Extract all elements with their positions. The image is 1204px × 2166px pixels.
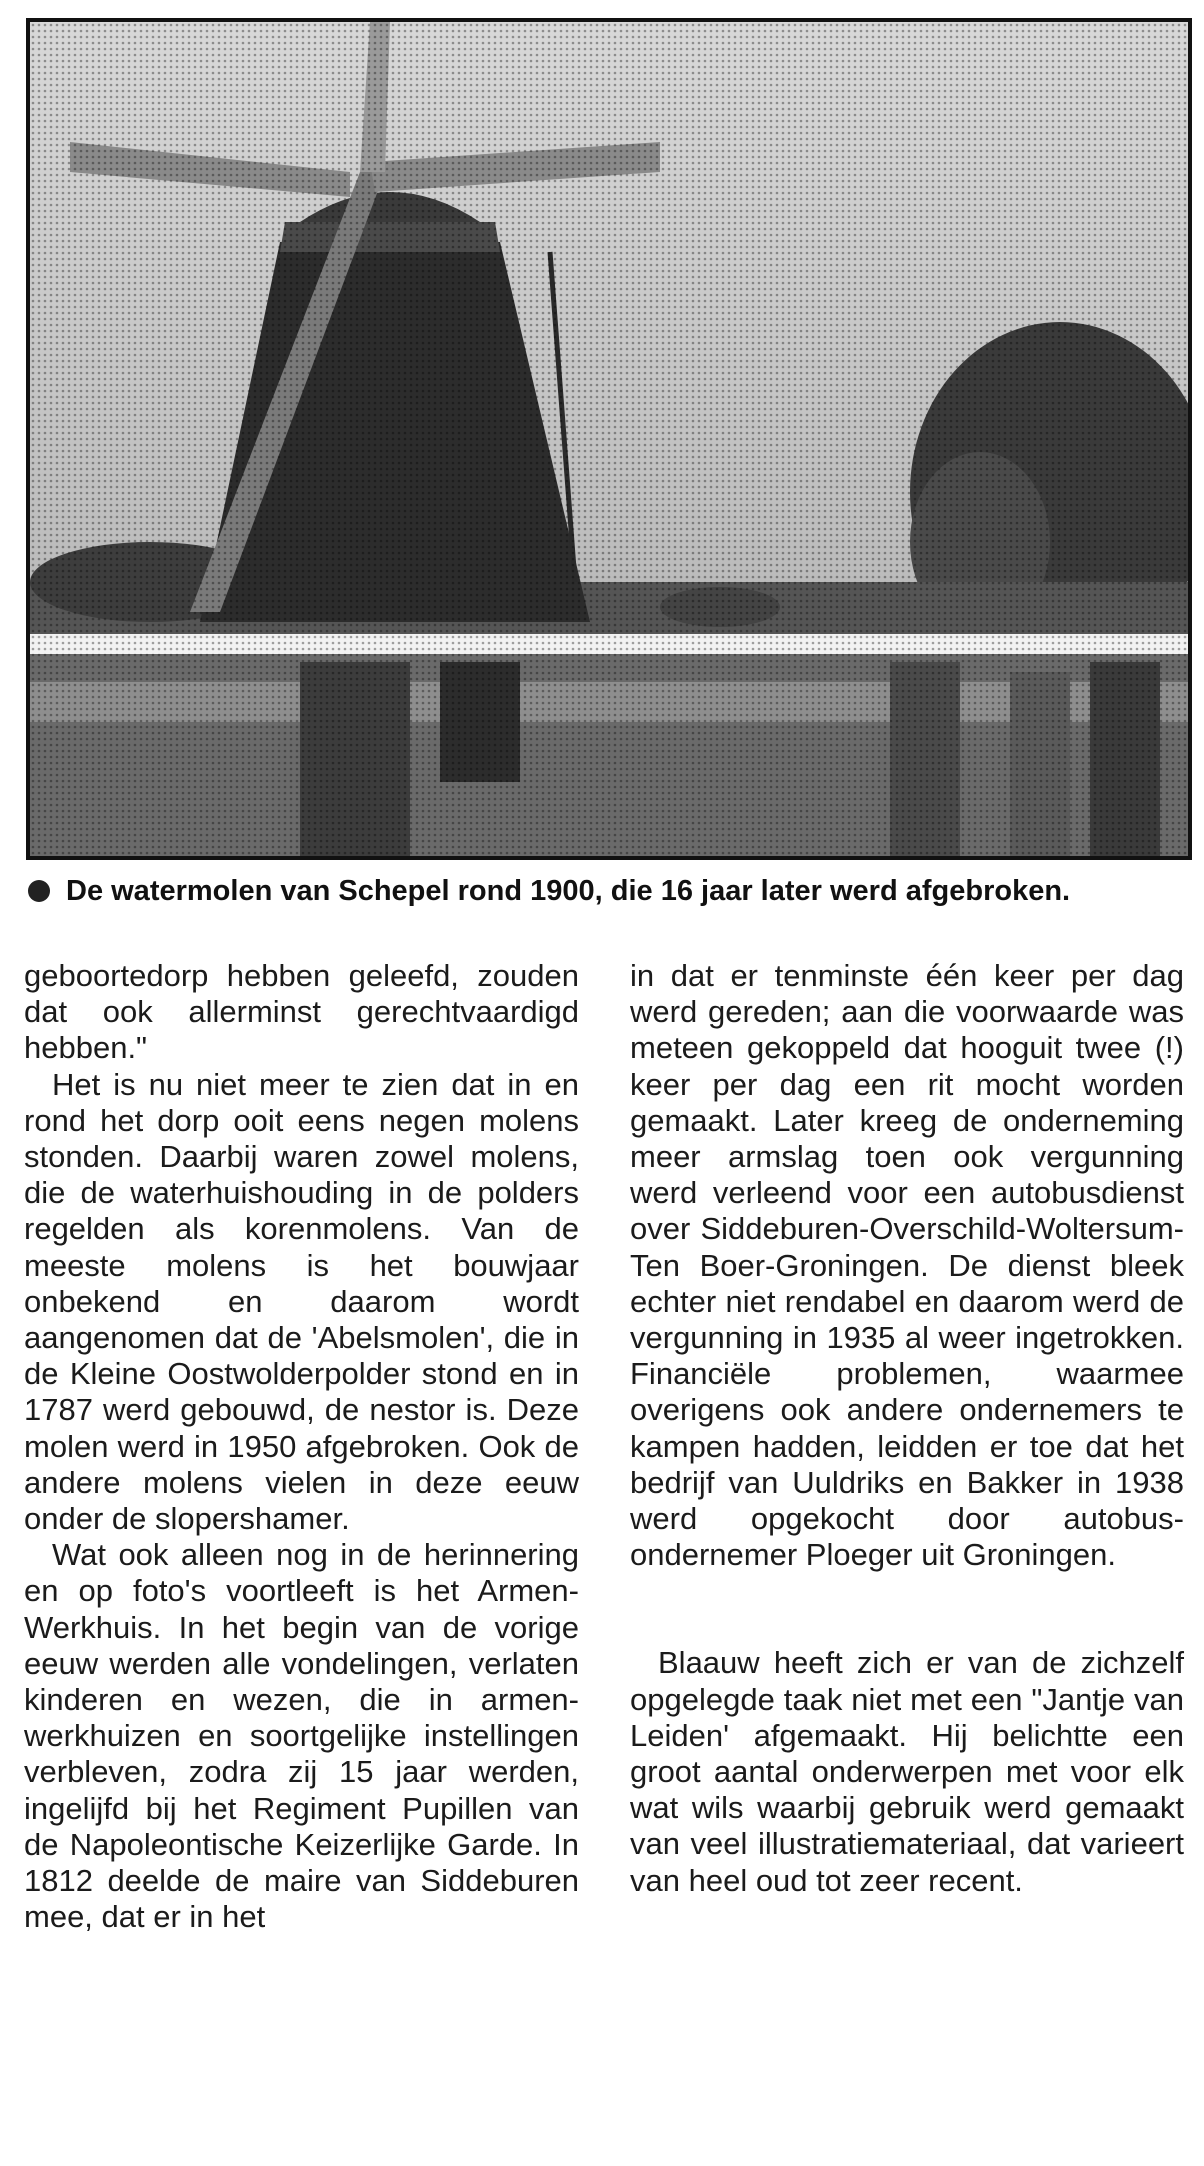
article-left-column xyxy=(24,958,579,1935)
caption-text: De watermolen van Schepel rond 1900, die 16 jaar later werd afgebroken. xyxy=(66,875,1071,907)
article-right-column xyxy=(630,958,1184,1899)
caption-bullet-icon xyxy=(28,880,50,902)
article-paragraph: geboortedorp hebben geleefd, zouden dat ook allerminst gerechtvaardigd hebben." xyxy=(24,958,579,1066)
article-paragraph: Wat ook alleen nog in de herinnering en op foto's voortleeft is het Armen-Werkhuis. In het begin van de vorige eeuw werden alle vondelingen, verlaten kinderen en wezen, die in armen-werkhuizen en soortgelijke instellingen verbleven, zodra zij 15 jaar werden, ingelijfd bij het Regiment Pupillen van de Napoleontische Keizerlijke Garde. In 1812 deelde de maire van Siddeburen mee, dat er in het xyxy=(24,1537,579,1935)
photo-watermill xyxy=(26,18,1192,860)
watermill-photo-image xyxy=(30,22,1188,856)
article-paragraph: in dat er tenminste één keer per dag werd gereden; aan die voorwaarde was meteen gekoppeld dat hooguit twee (!) keer per dag een rit mocht worden gemaakt. Later kreeg de onderneming meer armslag toen ook vergunning werd verleend voor een autobusdienst over Siddeburen-Overschild-Woltersum-Ten Boer-Groningen. De dienst bleek echter niet rendabel en daarom werd de vergunning in 1935 al weer ingetrokken. Financiële problemen, waarmee overigens ook andere ondernemers te kampen hadden, leidden er toe dat het bedrijf van Uuldriks en Bakker in 1938 werd opgekocht door autobus-ondernemer Ploeger uit Groningen. xyxy=(630,958,1184,1573)
paragraph-gap xyxy=(630,1573,1184,1645)
article-paragraph: Het is nu niet meer te zien dat in en rond het dorp ooit eens negen molens stonden. Daarbij waren zowel molens, die de waterhuishouding in de polders regelden als korenmolens. Van de meeste molens is het bouwjaar onbekend en daarom wordt aangenomen dat de 'Abelsmolen', die in de Kleine Oostwolderpolder stond en in 1787 werd gebouwd, de nestor is. Deze molen werd in 1950 afgebroken. Ook de andere molens vielen in deze eeuw onder de slopershamer. xyxy=(24,1066,579,1537)
article-paragraph: Blaauw heeft zich er van de zichzelf opgelegde taak niet met een "Jantje van Leiden' afgemaakt. Hij belichtte een groot aantal onderwerpen met voor elk wat wils waarbij gebruik werd gemaakt van veel illustratiemateriaal, dat varieert van heel oud tot zeer recent. xyxy=(630,1645,1184,1898)
photo-caption xyxy=(28,870,1193,912)
